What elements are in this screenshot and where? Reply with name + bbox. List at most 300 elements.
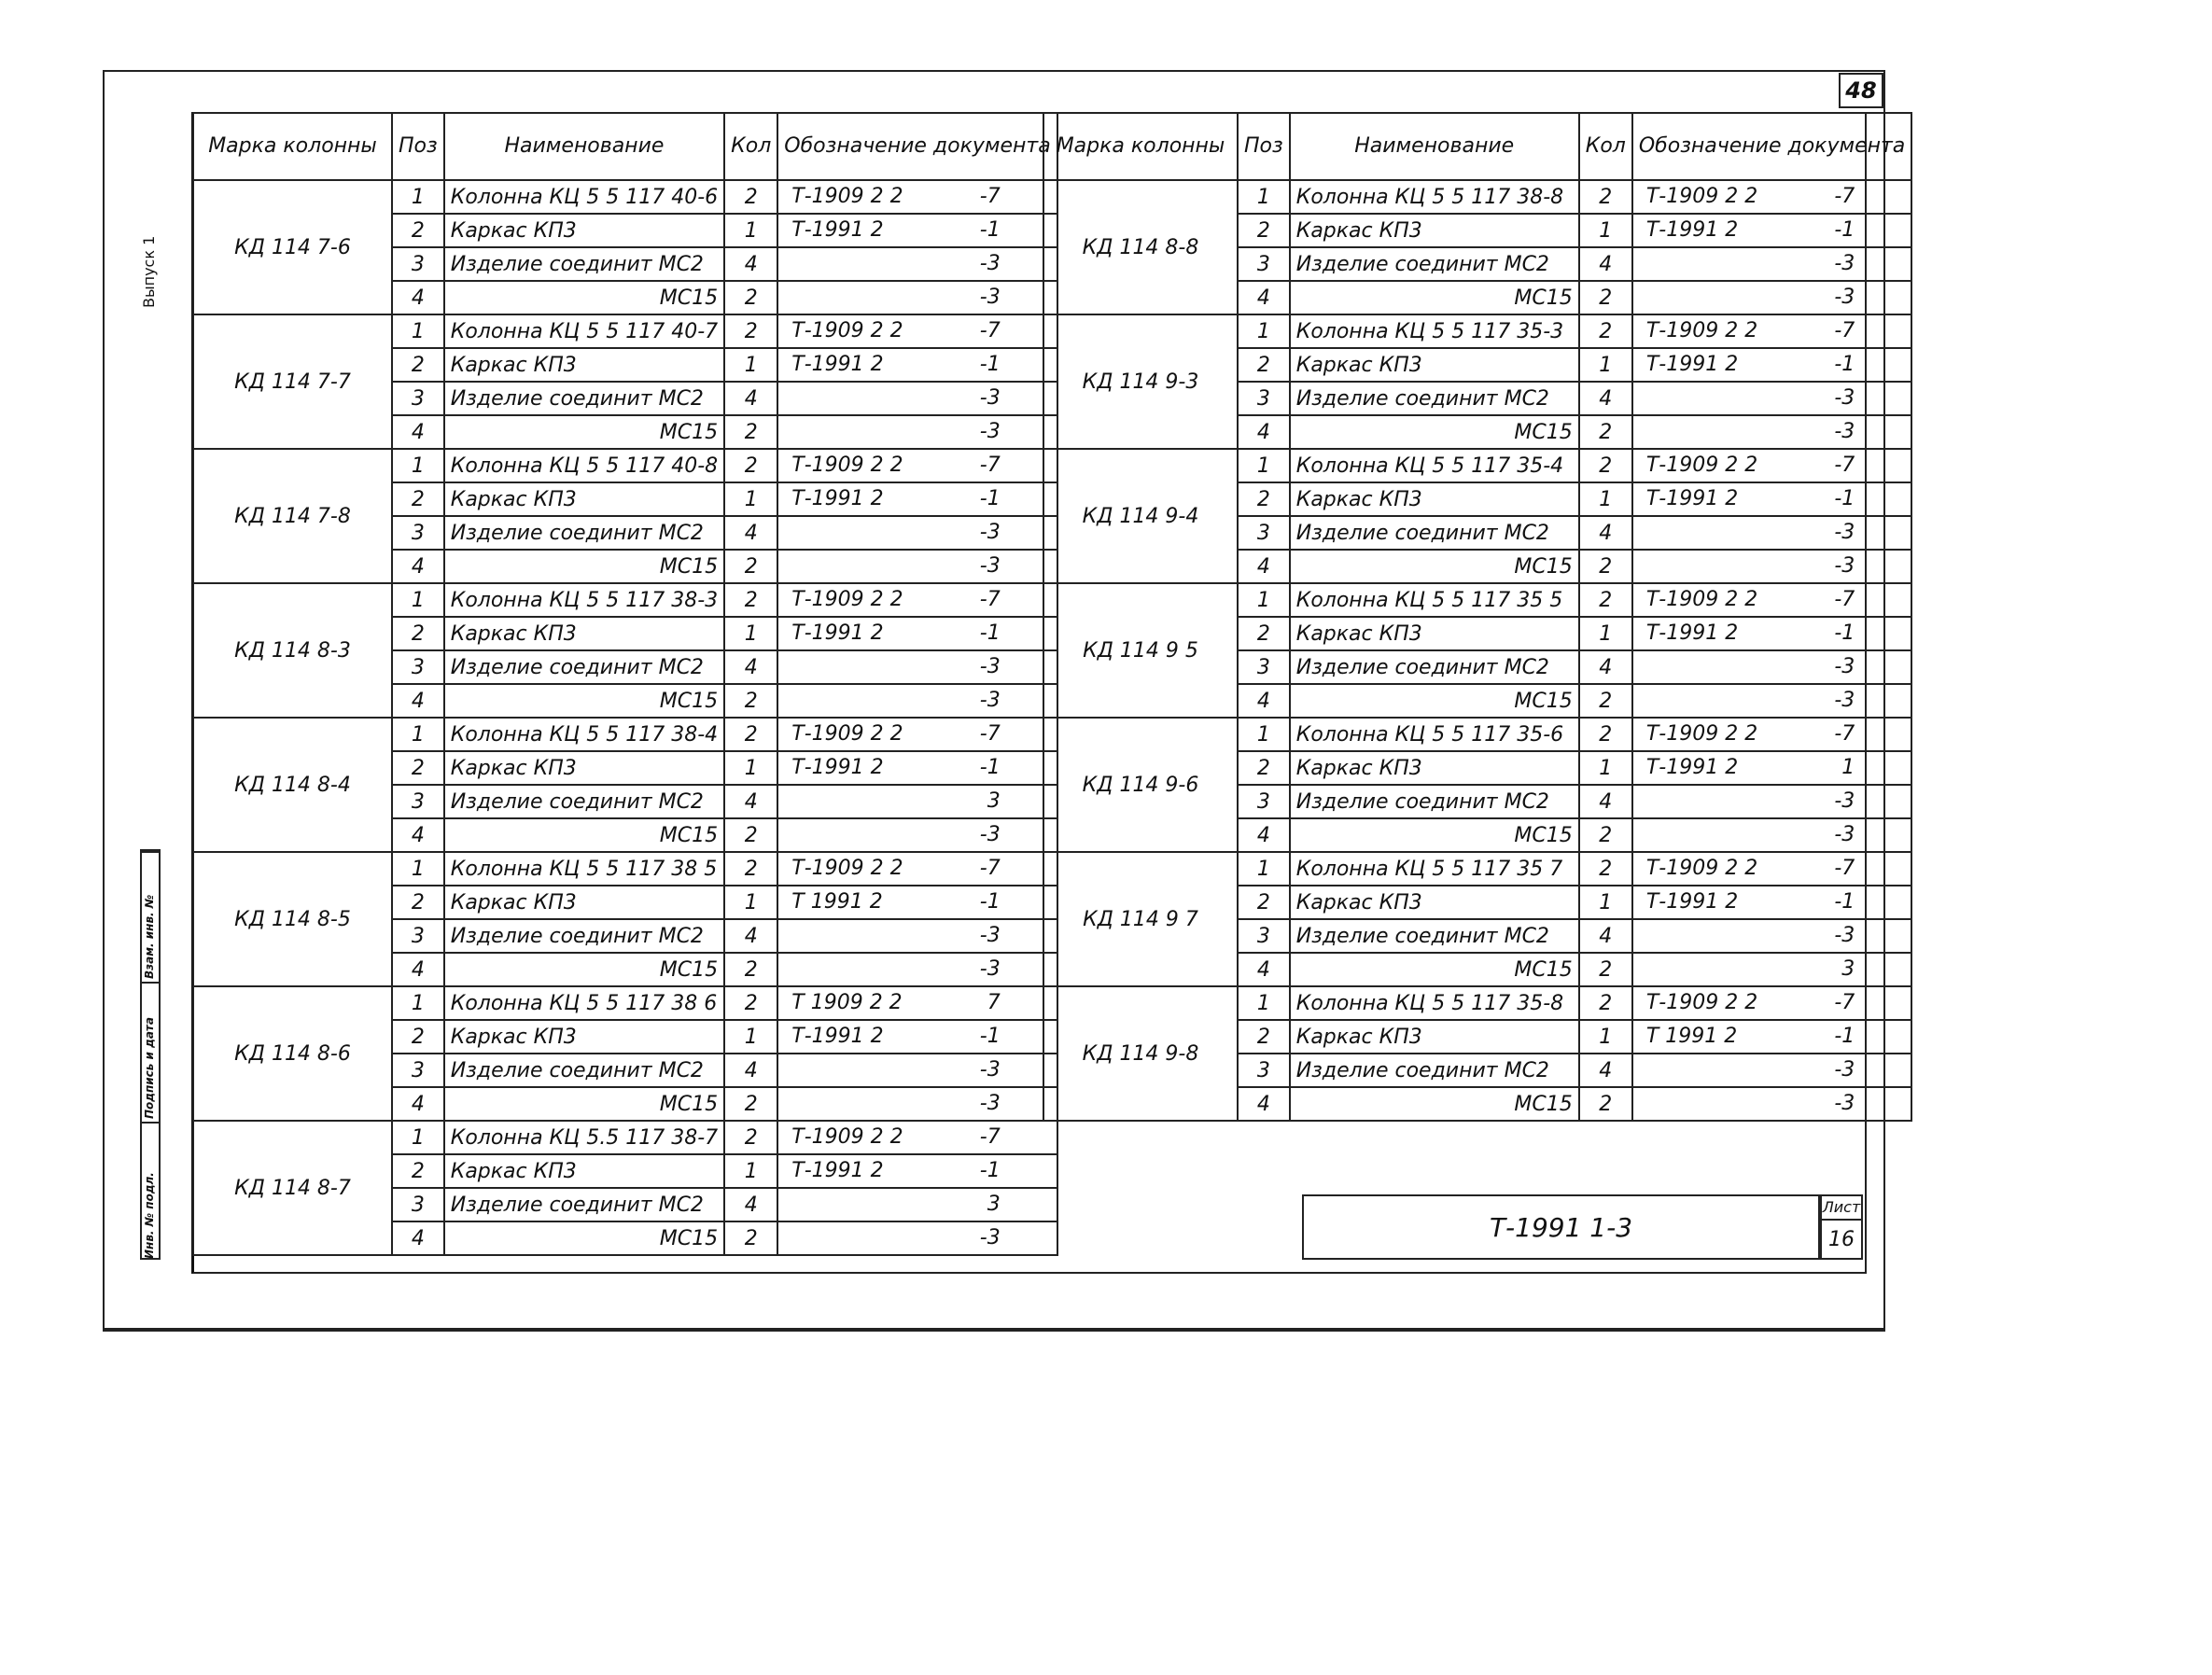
item-name: Каркас КП3 <box>1290 348 1579 382</box>
item-name: МС15 <box>444 684 724 718</box>
position-cell: 1 <box>392 449 444 482</box>
item-name: Изделие соединит МС2 <box>1290 919 1579 953</box>
document-code: Т-1991 2 <box>1645 487 1739 510</box>
item-name: Колонна КЦ 5 5 117 35-6 <box>1290 718 1579 751</box>
position-cell: 3 <box>1238 516 1290 550</box>
item-name: МС15 <box>1290 415 1579 449</box>
quantity-cell: 1 <box>724 348 777 382</box>
item-name: Изделие соединит МС2 <box>1290 382 1579 415</box>
column-mark: КД 114 8-8 <box>1043 180 1238 314</box>
item-name: Изделие соединит МС2 <box>444 650 724 684</box>
item-name: Изделие соединит МС2 <box>444 1188 724 1221</box>
document-suffix: -7 <box>979 1125 1001 1149</box>
bottom-border <box>103 1329 1885 1332</box>
table-row <box>193 314 1057 348</box>
position-cell: 4 <box>392 953 444 986</box>
document-cell <box>1632 214 1911 247</box>
document-cell <box>777 785 1057 818</box>
document-code: Т-1909 2 2 <box>791 722 903 746</box>
item-name: Колонна КЦ 5 5 117 40-7 <box>444 314 724 348</box>
position-cell: 3 <box>392 247 444 281</box>
header-name: Наименование <box>1290 113 1579 180</box>
column-mark: КД 114 9 5 <box>1043 583 1238 718</box>
item-name: Колонна КЦ 5 5 117 38 5 <box>444 852 724 886</box>
spec-table-left <box>192 112 1058 1256</box>
item-name: МС15 <box>444 550 724 583</box>
document-suffix: -3 <box>979 386 1001 410</box>
document-suffix: 3 <box>1841 957 1855 981</box>
document-cell <box>1632 852 1911 886</box>
item-name: Каркас КП3 <box>1290 214 1579 247</box>
document-cell <box>777 550 1057 583</box>
document-cell <box>1632 718 1911 751</box>
position-cell: 3 <box>1238 382 1290 415</box>
document-cell <box>777 919 1057 953</box>
position-cell: 3 <box>1238 785 1290 818</box>
quantity-cell: 4 <box>724 382 777 415</box>
position-cell: 1 <box>392 986 444 1020</box>
document-suffix: -3 <box>1834 789 1855 813</box>
document-cell <box>777 214 1057 247</box>
document-code: Т-1991 2 <box>791 353 884 376</box>
position-cell: 4 <box>392 818 444 852</box>
position-cell: 2 <box>392 751 444 785</box>
item-name: Изделие соединит МС2 <box>1290 1054 1579 1087</box>
quantity-cell: 2 <box>724 550 777 583</box>
item-name: Каркас КП3 <box>444 1154 724 1188</box>
document-code: Т-1909 2 2 <box>791 319 903 342</box>
document-cell <box>1632 348 1911 382</box>
item-name: Изделие соединит МС2 <box>444 785 724 818</box>
issue-label: Выпуск 1 <box>140 235 158 308</box>
position-cell: 3 <box>392 516 444 550</box>
document-cell <box>1632 180 1911 214</box>
position-cell: 3 <box>1238 1054 1290 1087</box>
document-suffix: -3 <box>979 1226 1001 1249</box>
quantity-cell: 4 <box>724 650 777 684</box>
position-cell: 4 <box>1238 550 1290 583</box>
position-cell: 2 <box>392 214 444 247</box>
position-cell: 4 <box>392 550 444 583</box>
quantity-cell: 4 <box>724 785 777 818</box>
document-cell <box>777 415 1057 449</box>
document-cell <box>777 449 1057 482</box>
column-mark: КД 114 7-6 <box>193 180 392 314</box>
column-mark: КД 114 9-4 <box>1043 449 1238 583</box>
document-code: Т-1991 2 <box>791 621 884 645</box>
item-name: МС15 <box>1290 1087 1579 1121</box>
table-row <box>1043 718 1911 751</box>
quantity-cell: 1 <box>724 214 777 247</box>
document-cell <box>1632 281 1911 314</box>
document-suffix: -7 <box>1834 857 1855 880</box>
document-cell <box>1632 583 1911 617</box>
document-suffix: -3 <box>1834 823 1855 846</box>
position-cell: 3 <box>392 785 444 818</box>
quantity-cell: 2 <box>724 684 777 718</box>
position-cell: 2 <box>1238 214 1290 247</box>
position-cell: 2 <box>392 1154 444 1188</box>
document-code: Т 1909 2 2 <box>791 991 903 1014</box>
quantity-cell: 4 <box>1579 247 1632 281</box>
table-row <box>1043 986 1911 1020</box>
document-suffix: -1 <box>1834 353 1855 376</box>
position-cell: 1 <box>392 314 444 348</box>
document-suffix: -3 <box>1834 1058 1855 1082</box>
quantity-cell: 2 <box>724 718 777 751</box>
document-cell <box>777 1020 1057 1054</box>
document-cell <box>1632 415 1911 449</box>
item-name: МС15 <box>1290 818 1579 852</box>
document-cell <box>777 650 1057 684</box>
document-suffix: -1 <box>1834 487 1855 510</box>
item-name: Каркас КП3 <box>444 214 724 247</box>
quantity-cell: 2 <box>724 1087 777 1121</box>
item-name: Каркас КП3 <box>1290 482 1579 516</box>
position-cell: 4 <box>1238 281 1290 314</box>
document-cell <box>1632 919 1911 953</box>
document-cell <box>1632 684 1911 718</box>
spec-table-right <box>1043 112 1912 1122</box>
document-suffix: -1 <box>1834 621 1855 645</box>
document-suffix: -3 <box>1834 1092 1855 1115</box>
position-cell: 3 <box>1238 919 1290 953</box>
header-mark: Марка колонны <box>1043 113 1238 180</box>
sheet-box <box>1820 1194 1863 1260</box>
document-suffix: -7 <box>979 857 1001 880</box>
document-suffix: -3 <box>1834 554 1855 578</box>
document-suffix: -1 <box>979 1159 1001 1182</box>
item-name: МС15 <box>444 415 724 449</box>
item-name: Колонна КЦ 5 5 117 40-6 <box>444 180 724 214</box>
column-mark: КД 114 8-4 <box>193 718 392 852</box>
document-code: Т-1991 2 <box>791 756 884 779</box>
item-name: Каркас КП3 <box>444 348 724 382</box>
document-cell <box>1632 1087 1911 1121</box>
document-cell <box>777 348 1057 382</box>
quantity-cell: 2 <box>1579 986 1632 1020</box>
item-name: Колонна КЦ 5 5 117 35 7 <box>1290 852 1579 886</box>
position-cell: 1 <box>1238 718 1290 751</box>
document-cell <box>777 1154 1057 1188</box>
document-suffix: -3 <box>979 1058 1001 1082</box>
document-suffix: -3 <box>979 420 1001 443</box>
document-suffix: -1 <box>1834 218 1855 242</box>
side-stamp <box>140 849 161 1260</box>
table-row <box>193 1121 1057 1154</box>
document-cell <box>777 1221 1057 1255</box>
position-cell: 4 <box>1238 818 1290 852</box>
quantity-cell: 1 <box>724 482 777 516</box>
quantity-cell: 4 <box>724 247 777 281</box>
item-name: Каркас КП3 <box>1290 751 1579 785</box>
header-pos: Поз <box>1238 113 1290 180</box>
quantity-cell: 2 <box>724 1221 777 1255</box>
document-suffix: -7 <box>979 588 1001 611</box>
position-cell: 4 <box>392 1221 444 1255</box>
quantity-cell: 2 <box>724 1121 777 1154</box>
document-cell <box>1632 550 1911 583</box>
table-row <box>1043 583 1911 617</box>
document-suffix: -1 <box>979 353 1001 376</box>
quantity-cell: 1 <box>1579 214 1632 247</box>
column-mark: КД 114 7-7 <box>193 314 392 449</box>
document-code: Т-1909 2 2 <box>1645 588 1758 611</box>
document-suffix: -1 <box>979 218 1001 242</box>
item-name: Колонна КЦ 5 5 117 35 5 <box>1290 583 1579 617</box>
table-row <box>193 180 1057 214</box>
document-cell <box>1632 751 1911 785</box>
document-suffix: -3 <box>1834 286 1855 309</box>
position-cell: 4 <box>392 415 444 449</box>
column-mark: КД 114 7-8 <box>193 449 392 583</box>
document-cell <box>1632 247 1911 281</box>
item-name: Колонна КЦ 5 5 117 38-8 <box>1290 180 1579 214</box>
column-mark: КД 114 9-6 <box>1043 718 1238 852</box>
position-cell: 2 <box>392 1020 444 1054</box>
header-pos: Поз <box>392 113 444 180</box>
quantity-cell: 1 <box>724 886 777 919</box>
document-cell <box>777 482 1057 516</box>
item-name: МС15 <box>444 281 724 314</box>
quantity-cell: 4 <box>1579 1054 1632 1087</box>
header-mark: Марка колонны <box>193 113 392 180</box>
document-cell <box>777 1188 1057 1221</box>
document-suffix: -3 <box>979 252 1001 275</box>
document-suffix: -7 <box>1834 454 1855 477</box>
position-cell: 1 <box>392 1121 444 1154</box>
position-cell: 4 <box>392 684 444 718</box>
document-cell <box>777 886 1057 919</box>
quantity-cell: 2 <box>1579 953 1632 986</box>
document-cell <box>1632 314 1911 348</box>
document-cell <box>1632 482 1911 516</box>
document-code: Т-1909 2 2 <box>791 454 903 477</box>
header-doc: Обозначение документа <box>1632 113 1911 180</box>
item-name: МС15 <box>1290 684 1579 718</box>
document-suffix: 3 <box>987 789 1001 813</box>
quantity-cell: 4 <box>724 919 777 953</box>
sheet-number: 16 <box>1828 1228 1855 1251</box>
document-code: Т-1991 2 <box>1645 756 1739 779</box>
document-suffix: -1 <box>979 1025 1001 1048</box>
quantity-cell: 2 <box>724 583 777 617</box>
stamp-cell: Инв. № подл. <box>142 1122 159 1263</box>
item-name: Изделие соединит МС2 <box>444 1054 724 1087</box>
item-name: Каркас КП3 <box>1290 1020 1579 1054</box>
table-row <box>193 986 1057 1020</box>
position-cell: 1 <box>1238 180 1290 214</box>
position-cell: 2 <box>1238 617 1290 650</box>
position-cell: 2 <box>392 617 444 650</box>
document-cell <box>777 617 1057 650</box>
position-cell: 4 <box>1238 953 1290 986</box>
quantity-cell: 1 <box>724 617 777 650</box>
position-cell: 4 <box>1238 415 1290 449</box>
item-name: МС15 <box>1290 550 1579 583</box>
item-name: Каркас КП3 <box>444 482 724 516</box>
position-cell: 1 <box>392 180 444 214</box>
document-cell <box>777 718 1057 751</box>
document-suffix: -3 <box>979 1092 1001 1115</box>
quantity-cell: 2 <box>724 852 777 886</box>
document-suffix: -1 <box>979 621 1001 645</box>
document-code: Т-1909 2 2 <box>1645 185 1758 208</box>
document-cell <box>1632 449 1911 482</box>
item-name: Изделие соединит МС2 <box>444 247 724 281</box>
document-suffix: -3 <box>1834 689 1855 712</box>
title-block-code: Т-1991 1-3 <box>1302 1194 1820 1260</box>
item-name: Колонна КЦ 5 5 117 35-4 <box>1290 449 1579 482</box>
quantity-cell: 4 <box>1579 516 1632 550</box>
position-cell: 4 <box>1238 1087 1290 1121</box>
document-code: Т-1909 2 2 <box>1645 319 1758 342</box>
position-cell: 1 <box>392 852 444 886</box>
document-code: Т-1909 2 2 <box>1645 991 1758 1014</box>
position-cell: 4 <box>392 1087 444 1121</box>
quantity-cell: 1 <box>724 1154 777 1188</box>
position-cell: 2 <box>1238 886 1290 919</box>
document-suffix: -7 <box>979 454 1001 477</box>
document-suffix: -7 <box>979 319 1001 342</box>
document-cell <box>777 986 1057 1020</box>
document-code: Т-1991 2 <box>1645 621 1739 645</box>
column-mark: КД 114 8-6 <box>193 986 392 1121</box>
position-cell: 1 <box>392 583 444 617</box>
table-row <box>193 449 1057 482</box>
document-cell <box>777 1054 1057 1087</box>
document-code: Т-1991 2 <box>791 1025 884 1048</box>
document-cell <box>1632 886 1911 919</box>
document-cell <box>1632 818 1911 852</box>
page-number: 48 <box>1839 73 1883 108</box>
document-code: Т 1991 2 <box>1645 1025 1738 1048</box>
document-cell <box>777 247 1057 281</box>
document-suffix: -3 <box>1834 252 1855 275</box>
position-cell: 2 <box>1238 751 1290 785</box>
document-code: Т 1991 2 <box>791 890 883 914</box>
document-suffix: -3 <box>1834 420 1855 443</box>
document-suffix: -1 <box>1834 1025 1855 1048</box>
position-cell: 3 <box>392 382 444 415</box>
document-cell <box>777 684 1057 718</box>
document-suffix: 3 <box>987 1193 1001 1216</box>
item-name: Каркас КП3 <box>444 751 724 785</box>
quantity-cell: 1 <box>1579 886 1632 919</box>
document-suffix: -7 <box>1834 991 1855 1014</box>
item-name: Изделие соединит МС2 <box>1290 785 1579 818</box>
document-suffix: -3 <box>979 823 1001 846</box>
quantity-cell: 2 <box>1579 818 1632 852</box>
document-cell <box>1632 785 1911 818</box>
document-cell <box>777 1087 1057 1121</box>
document-suffix: -3 <box>1834 924 1855 947</box>
document-code: Т-1991 2 <box>1645 353 1739 376</box>
position-cell: 1 <box>1238 314 1290 348</box>
item-name: Каркас КП3 <box>1290 886 1579 919</box>
document-code: Т-1991 2 <box>791 1159 884 1182</box>
position-cell: 4 <box>392 281 444 314</box>
quantity-cell: 2 <box>724 281 777 314</box>
document-suffix: -7 <box>1834 588 1855 611</box>
document-code: Т-1909 2 2 <box>791 1125 903 1149</box>
item-name: Каркас КП3 <box>1290 617 1579 650</box>
document-cell <box>777 818 1057 852</box>
document-suffix: -3 <box>979 286 1001 309</box>
document-suffix: -7 <box>1834 185 1855 208</box>
quantity-cell: 2 <box>724 180 777 214</box>
quantity-cell: 2 <box>1579 583 1632 617</box>
table-header-row <box>1043 113 1911 180</box>
document-suffix: -7 <box>1834 319 1855 342</box>
position-cell: 2 <box>1238 1020 1290 1054</box>
table-row <box>193 718 1057 751</box>
document-suffix: -3 <box>979 554 1001 578</box>
position-cell: 2 <box>392 348 444 382</box>
document-suffix: -1 <box>979 487 1001 510</box>
table-body <box>1043 180 1911 1121</box>
quantity-cell: 2 <box>724 953 777 986</box>
stamp-cell: Подпись и дата <box>142 982 159 1124</box>
header-doc: Обозначение документа <box>777 113 1057 180</box>
item-name: Изделие соединит МС2 <box>444 516 724 550</box>
column-mark: КД 114 9 7 <box>1043 852 1238 986</box>
document-cell <box>1632 1054 1911 1087</box>
sheet-label: Лист <box>1822 1196 1861 1221</box>
column-mark: КД 114 9-8 <box>1043 986 1238 1121</box>
document-suffix: -3 <box>1834 386 1855 410</box>
document-code: Т-1909 2 2 <box>1645 857 1758 880</box>
header-qty: Кол <box>724 113 777 180</box>
position-cell: 1 <box>1238 986 1290 1020</box>
quantity-cell: 2 <box>1579 852 1632 886</box>
position-cell: 1 <box>1238 583 1290 617</box>
position-cell: 3 <box>392 1188 444 1221</box>
document-code: Т-1991 2 <box>791 218 884 242</box>
document-suffix: 1 <box>1841 756 1855 779</box>
quantity-cell: 2 <box>1579 1087 1632 1121</box>
position-cell: 3 <box>1238 650 1290 684</box>
table-row <box>1043 852 1911 886</box>
document-suffix: -1 <box>979 756 1001 779</box>
document-cell <box>777 281 1057 314</box>
item-name: Изделие соединит МС2 <box>1290 650 1579 684</box>
item-name: Изделие соединит МС2 <box>1290 516 1579 550</box>
quantity-cell: 2 <box>724 449 777 482</box>
document-code: Т-1909 2 2 <box>791 857 903 880</box>
item-name: Каркас КП3 <box>444 886 724 919</box>
position-cell: 3 <box>392 919 444 953</box>
document-suffix: 7 <box>987 991 1001 1014</box>
table-row <box>1043 180 1911 214</box>
table-row <box>1043 314 1911 348</box>
document-suffix: -7 <box>979 185 1001 208</box>
quantity-cell: 1 <box>724 751 777 785</box>
table-row <box>193 852 1057 886</box>
document-suffix: -3 <box>979 957 1001 981</box>
table-body <box>193 180 1057 1255</box>
item-name: Изделие соединит МС2 <box>444 382 724 415</box>
item-name: Каркас КП3 <box>444 1020 724 1054</box>
position-cell: 2 <box>392 886 444 919</box>
document-suffix: -7 <box>979 722 1001 746</box>
document-code: Т-1991 2 <box>791 487 884 510</box>
document-suffix: -3 <box>979 689 1001 712</box>
item-name: Колонна КЦ 5 5 117 38-3 <box>444 583 724 617</box>
quantity-cell: 4 <box>724 1188 777 1221</box>
table-row <box>193 583 1057 617</box>
document-cell <box>777 516 1057 550</box>
